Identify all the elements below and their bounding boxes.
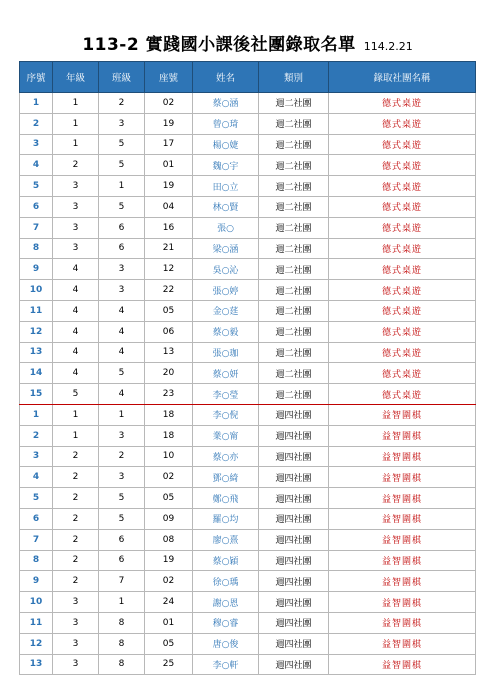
class-cell: 8: [99, 654, 145, 675]
seat-cell: 02: [145, 467, 193, 488]
class-cell: 8: [99, 633, 145, 654]
category-cell: 週二社團: [259, 134, 329, 155]
table-row: [20, 654, 476, 675]
grade-cell: 3: [53, 176, 99, 197]
row-number-cell: 3: [20, 446, 53, 467]
club-name-cell: 益智圍棋: [329, 633, 476, 654]
row-number-cell: 5: [20, 176, 53, 197]
seat-cell: 17: [145, 134, 193, 155]
class-cell: 5: [99, 196, 145, 217]
row-number-cell: 10: [20, 280, 53, 301]
table-row: [20, 446, 476, 467]
seat-cell: 21: [145, 238, 193, 259]
club-name-cell: 益智圍棋: [329, 488, 476, 509]
club-name-cell: 德式桌遊: [329, 217, 476, 238]
table-row: [20, 529, 476, 550]
class-cell: 1: [99, 176, 145, 197]
student-name-cell: 張○: [193, 217, 259, 238]
category-cell: 週四社團: [259, 550, 329, 571]
student-name-cell: 林○賢: [193, 196, 259, 217]
row-number-cell: 11: [20, 300, 53, 321]
table-row: [20, 633, 476, 654]
student-name-cell: 田○立: [193, 176, 259, 197]
table-row: [20, 612, 476, 633]
category-cell: 週二社團: [259, 259, 329, 280]
category-cell: 週四社團: [259, 425, 329, 446]
table-row: [20, 342, 476, 363]
grade-cell: 3: [53, 592, 99, 613]
table-row: [20, 300, 476, 321]
category-cell: 週四社團: [259, 446, 329, 467]
class-cell: 8: [99, 612, 145, 633]
student-name-cell: 業○甯: [193, 425, 259, 446]
category-cell: 週四社團: [259, 571, 329, 592]
grade-cell: 3: [53, 217, 99, 238]
row-number-cell: 9: [20, 259, 53, 280]
table-row: [20, 592, 476, 613]
student-name-cell: 唐○俊: [193, 633, 259, 654]
seat-cell: 20: [145, 363, 193, 384]
club-name-cell: 益智圍棋: [329, 592, 476, 613]
class-cell: 3: [99, 467, 145, 488]
grade-cell: 2: [53, 550, 99, 571]
table-row: [20, 238, 476, 259]
category-cell: 週四社團: [259, 467, 329, 488]
category-cell: 週二社團: [259, 113, 329, 134]
class-cell: 6: [99, 529, 145, 550]
grade-cell: 1: [53, 93, 99, 114]
student-name-cell: 鄧○綺: [193, 467, 259, 488]
class-cell: 5: [99, 134, 145, 155]
class-cell: 4: [99, 300, 145, 321]
class-cell: 1: [99, 592, 145, 613]
grade-cell: 4: [53, 342, 99, 363]
club-name-cell: 益智圍棋: [329, 508, 476, 529]
grade-cell: 2: [53, 571, 99, 592]
seat-cell: 04: [145, 196, 193, 217]
class-cell: 1: [99, 404, 145, 425]
student-name-cell: 曾○琦: [193, 113, 259, 134]
seat-cell: 23: [145, 384, 193, 405]
category-cell: 週二社團: [259, 155, 329, 176]
grade-cell: 5: [53, 384, 99, 405]
class-cell: 2: [99, 446, 145, 467]
student-name-cell: 羅○均: [193, 508, 259, 529]
class-cell: 6: [99, 217, 145, 238]
club-name-cell: 德式桌遊: [329, 300, 476, 321]
row-number-cell: 5: [20, 488, 53, 509]
row-number-cell: 12: [20, 633, 53, 654]
seat-cell: 01: [145, 612, 193, 633]
grade-cell: 1: [53, 425, 99, 446]
category-cell: 週四社團: [259, 488, 329, 509]
header-cell: 錄取社團名稱: [329, 62, 476, 93]
seat-cell: 09: [145, 508, 193, 529]
table-row: [20, 384, 476, 405]
table-row: [20, 217, 476, 238]
table-row: [20, 508, 476, 529]
category-cell: 週四社團: [259, 654, 329, 675]
header-cell: 年級: [53, 62, 99, 93]
class-cell: 5: [99, 508, 145, 529]
class-cell: 6: [99, 238, 145, 259]
grade-cell: 3: [53, 238, 99, 259]
row-number-cell: 2: [20, 425, 53, 446]
category-cell: 週二社團: [259, 342, 329, 363]
seat-cell: 22: [145, 280, 193, 301]
table-row: [20, 134, 476, 155]
class-cell: 4: [99, 384, 145, 405]
seat-cell: 05: [145, 300, 193, 321]
student-name-cell: 張○珈: [193, 342, 259, 363]
grade-cell: 4: [53, 280, 99, 301]
class-cell: 5: [99, 155, 145, 176]
row-number-cell: 11: [20, 612, 53, 633]
grade-cell: 2: [53, 508, 99, 529]
student-name-cell: 吳○沁: [193, 259, 259, 280]
table-row: [20, 571, 476, 592]
student-name-cell: 蔡○毅: [193, 321, 259, 342]
grade-cell: 2: [53, 467, 99, 488]
category-cell: 週二社團: [259, 176, 329, 197]
seat-cell: 24: [145, 592, 193, 613]
student-name-cell: 楊○婕: [193, 134, 259, 155]
class-cell: 3: [99, 425, 145, 446]
seat-cell: 16: [145, 217, 193, 238]
grade-cell: 2: [53, 446, 99, 467]
club-name-cell: 益智圍棋: [329, 571, 476, 592]
table-row: [20, 93, 476, 114]
club-name-cell: 益智圍棋: [329, 425, 476, 446]
seat-cell: 05: [145, 488, 193, 509]
student-name-cell: 穆○睿: [193, 612, 259, 633]
student-name-cell: 蔡○妍: [193, 363, 259, 384]
row-number-cell: 15: [20, 384, 53, 405]
club-name-cell: 德式桌遊: [329, 176, 476, 197]
student-name-cell: 金○莛: [193, 300, 259, 321]
class-cell: 2: [99, 93, 145, 114]
document-date: 114.2.21: [363, 40, 413, 53]
category-cell: 週四社團: [259, 592, 329, 613]
club-name-cell: 益智圍棋: [329, 467, 476, 488]
grade-cell: 4: [53, 363, 99, 384]
table-row: [20, 280, 476, 301]
document-title-block: [0, 30, 495, 55]
seat-cell: 01: [145, 155, 193, 176]
seat-cell: 12: [145, 259, 193, 280]
student-name-cell: 李○瑩: [193, 384, 259, 405]
category-cell: 週二社團: [259, 384, 329, 405]
header-cell: 班級: [99, 62, 145, 93]
class-cell: 6: [99, 550, 145, 571]
club-name-cell: 德式桌遊: [329, 321, 476, 342]
table-row: [20, 113, 476, 134]
class-cell: 3: [99, 113, 145, 134]
class-cell: 4: [99, 342, 145, 363]
table-row: [20, 196, 476, 217]
table-header-row: [20, 62, 476, 93]
header-cell: 座號: [145, 62, 193, 93]
row-number-cell: 6: [20, 508, 53, 529]
student-name-cell: 蔡○涵: [193, 93, 259, 114]
row-number-cell: 8: [20, 550, 53, 571]
category-cell: 週四社團: [259, 404, 329, 425]
club-name-cell: 德式桌遊: [329, 363, 476, 384]
table-row: [20, 176, 476, 197]
row-number-cell: 7: [20, 217, 53, 238]
category-cell: 週四社團: [259, 508, 329, 529]
category-cell: 週二社團: [259, 321, 329, 342]
club-name-cell: 德式桌遊: [329, 238, 476, 259]
table-row: [20, 363, 476, 384]
club-name-cell: 德式桌遊: [329, 93, 476, 114]
seat-cell: 18: [145, 404, 193, 425]
row-number-cell: 4: [20, 155, 53, 176]
row-number-cell: 7: [20, 529, 53, 550]
seat-cell: 25: [145, 654, 193, 675]
row-number-cell: 6: [20, 196, 53, 217]
row-number-cell: 2: [20, 113, 53, 134]
seat-cell: 02: [145, 93, 193, 114]
grade-cell: 3: [53, 196, 99, 217]
class-cell: 4: [99, 321, 145, 342]
grade-cell: 3: [53, 633, 99, 654]
row-number-cell: 8: [20, 238, 53, 259]
student-name-cell: 蔡○穎: [193, 550, 259, 571]
student-name-cell: 廖○熹: [193, 529, 259, 550]
category-cell: 週四社團: [259, 612, 329, 633]
row-number-cell: 13: [20, 342, 53, 363]
row-number-cell: 1: [20, 93, 53, 114]
grade-cell: 4: [53, 300, 99, 321]
seat-cell: 13: [145, 342, 193, 363]
student-name-cell: 鄭○飛: [193, 488, 259, 509]
category-cell: 週四社團: [259, 529, 329, 550]
grade-cell: 2: [53, 529, 99, 550]
table-row: [20, 321, 476, 342]
table-row: [20, 467, 476, 488]
grade-cell: 2: [53, 155, 99, 176]
seat-cell: 02: [145, 571, 193, 592]
table-row: [20, 488, 476, 509]
document-title: 113-2 實踐國小課後社團錄取名單: [82, 35, 356, 55]
student-name-cell: 謝○恩: [193, 592, 259, 613]
student-name-cell: 張○婷: [193, 280, 259, 301]
table-row: [20, 259, 476, 280]
row-number-cell: 9: [20, 571, 53, 592]
row-number-cell: 3: [20, 134, 53, 155]
student-name-cell: 李○倪: [193, 404, 259, 425]
class-cell: 3: [99, 280, 145, 301]
grade-cell: 4: [53, 259, 99, 280]
grade-cell: 2: [53, 488, 99, 509]
category-cell: 週二社團: [259, 300, 329, 321]
seat-cell: 05: [145, 633, 193, 654]
table-row: [20, 425, 476, 446]
club-name-cell: 德式桌遊: [329, 113, 476, 134]
table-row: [20, 404, 476, 425]
grade-cell: 1: [53, 404, 99, 425]
student-name-cell: 梁○涵: [193, 238, 259, 259]
seat-cell: 08: [145, 529, 193, 550]
seat-cell: 19: [145, 176, 193, 197]
club-name-cell: 德式桌遊: [329, 342, 476, 363]
grade-cell: 3: [53, 612, 99, 633]
row-number-cell: 10: [20, 592, 53, 613]
student-name-cell: 蔡○亦: [193, 446, 259, 467]
student-name-cell: 魏○宇: [193, 155, 259, 176]
student-name-cell: 徐○瑀: [193, 571, 259, 592]
student-name-cell: 李○軒: [193, 654, 259, 675]
class-cell: 5: [99, 488, 145, 509]
club-name-cell: 德式桌遊: [329, 134, 476, 155]
category-cell: 週二社團: [259, 363, 329, 384]
class-cell: 7: [99, 571, 145, 592]
category-cell: 週二社團: [259, 196, 329, 217]
seat-cell: 18: [145, 425, 193, 446]
class-cell: 5: [99, 363, 145, 384]
seat-cell: 19: [145, 550, 193, 571]
table-row: [20, 550, 476, 571]
club-name-cell: 益智圍棋: [329, 612, 476, 633]
grade-cell: 1: [53, 113, 99, 134]
header-cell: 類別: [259, 62, 329, 93]
table-row: [20, 155, 476, 176]
header-cell: 序號: [20, 62, 53, 93]
seat-cell: 10: [145, 446, 193, 467]
grade-cell: 1: [53, 134, 99, 155]
header-cell: 姓名: [193, 62, 259, 93]
grade-cell: 3: [53, 654, 99, 675]
row-number-cell: 12: [20, 321, 53, 342]
club-name-cell: 益智圍棋: [329, 550, 476, 571]
table-body: [20, 93, 476, 675]
club-name-cell: 德式桌遊: [329, 259, 476, 280]
club-name-cell: 益智圍棋: [329, 404, 476, 425]
category-cell: 週二社團: [259, 280, 329, 301]
row-number-cell: 13: [20, 654, 53, 675]
club-name-cell: 德式桌遊: [329, 384, 476, 405]
category-cell: 週四社團: [259, 633, 329, 654]
category-cell: 週二社團: [259, 217, 329, 238]
seat-cell: 19: [145, 113, 193, 134]
club-name-cell: 德式桌遊: [329, 155, 476, 176]
grade-cell: 4: [53, 321, 99, 342]
row-number-cell: 14: [20, 363, 53, 384]
club-name-cell: 德式桌遊: [329, 280, 476, 301]
row-number-cell: 4: [20, 467, 53, 488]
club-name-cell: 益智圍棋: [329, 654, 476, 675]
enrollment-table: [19, 61, 476, 675]
club-name-cell: 益智圍棋: [329, 446, 476, 467]
category-cell: 週二社團: [259, 238, 329, 259]
club-name-cell: 益智圍棋: [329, 529, 476, 550]
class-cell: 3: [99, 259, 145, 280]
category-cell: 週二社團: [259, 93, 329, 114]
club-name-cell: 德式桌遊: [329, 196, 476, 217]
row-number-cell: 1: [20, 404, 53, 425]
seat-cell: 06: [145, 321, 193, 342]
